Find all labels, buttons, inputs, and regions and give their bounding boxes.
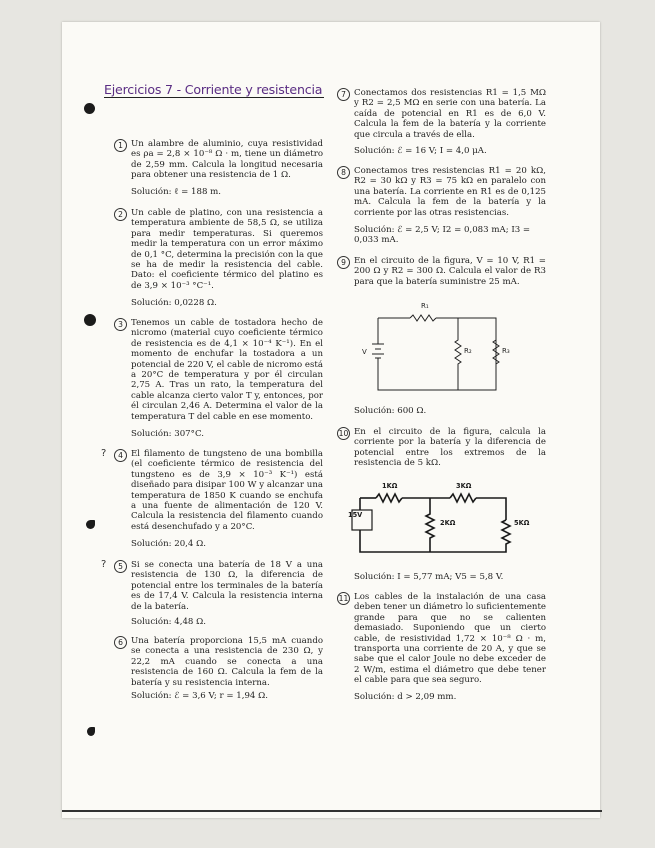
battery-v	[372, 344, 384, 358]
exercise-text: En el circuito de la figura, calcula la corriente por la batería y la diferencia de potencial entre los extremos de la resistencia de 5 kΩ.	[354, 427, 546, 469]
exercise-10	[338, 427, 546, 469]
resistor-2k	[426, 498, 434, 552]
punch-hole-3	[86, 520, 95, 529]
label-2k: 2KΩ	[440, 519, 456, 527]
scan-edge-line	[62, 810, 602, 812]
page-title: Ejercicios 7 - Corriente y resistencia	[104, 82, 323, 97]
exercise-11	[338, 592, 546, 686]
exercise-3	[118, 318, 323, 422]
margin-mark-4: ?	[101, 448, 107, 459]
exercise-8	[341, 166, 546, 218]
exercise-text: Un cable de platino, con una resistencia a temperatura ambiente de 58,5 Ω, se utiliza para medir temperaturas. Si queremos medir la temperatura con un error máximo de 0,1 °C, determina la precisión con la que se ha de medir la resistencia del cable. Dato: el coeficiente térmico del platino es de 3,9 × 10⁻³ °C⁻¹.	[131, 208, 323, 291]
resistor-r2	[455, 318, 461, 390]
exercise-6	[118, 636, 323, 688]
resistor-r3	[493, 340, 499, 364]
label-r2: R₂	[464, 347, 472, 355]
exercise-4	[118, 449, 323, 532]
circuit-figure-9	[360, 296, 530, 398]
solution-7: Solución: ℰ = 16 V; I = 4,0 μA.	[354, 146, 487, 156]
exercise-text: Los cables de la instalación de una casa deben tener un diámetro lo suficientemente grande para que no se calienten demasiado. Suponiendo que un cierto cable, de resistividad 1,72 × 10⁻⁸ Ω · m, transporta una corriente de 20 A, y que se sabe que el calor Joule no debe exceder de 2 W/m, estima el diámetro que debe tener el cable para que sea seguro.	[354, 592, 546, 686]
exercise-number: 2	[114, 208, 127, 221]
solution-8: Solución: ℰ = 2,5 V; I2 = 0,083 mA; I3 = 0,033 mA.	[354, 225, 531, 246]
exercise-text: En el circuito de la figura, V = 10 V, R1 = 200 Ω y R2 = 300 Ω. Calcula el valor de R3 para que la batería suministre 25 mA.	[354, 256, 546, 287]
exercise-text: Un alambre de aluminio, cuya resistividad es ρa = 2,8 × 10⁻⁸ Ω · m, tiene un diámetro de 2,59 mm. Calcula la longitud necesaria para obtener una resistencia de 1 Ω.	[131, 139, 323, 181]
label-r3: R₃	[502, 347, 510, 355]
exercise-text: Conectamos dos resistencias R1 = 1,5 MΩ y R2 = 2,5 MΩ en serie con una batería. La caída de potencial en R1 es de 6,0 V. Calcula la fem de la batería y la corriente que circula a través de ella.	[354, 88, 546, 140]
solution-2: Solución: 0,0228 Ω.	[131, 298, 217, 308]
wire	[476, 498, 506, 520]
label-r1: R₁	[421, 302, 429, 310]
circuit-figure-10	[346, 476, 532, 564]
label-1k: 1KΩ	[382, 482, 398, 490]
solution-10: Solución: I = 5,77 mA; V5 = 5,8 V.	[354, 572, 504, 582]
exercise-text: El filamento de tungsteno de una bombilla (el coeficiente térmico de resistencia del tungsteno es de 3,9 × 10⁻³ K⁻¹) está diseñado para disipar 100 W y alcanzar una temperatura de 1850 K cuando se enchufa a una fuente de alimentación de 120 V. Calcula la resistencia del filamento cuando está desenchufado y a 20°C.	[131, 449, 323, 532]
exercise-number: 6	[114, 636, 127, 649]
exercise-9	[341, 256, 546, 287]
punch-hole-1	[84, 103, 95, 114]
exercise-number: 3	[114, 318, 127, 331]
exercise-number: 7	[337, 88, 350, 101]
solution-3: Solución: 307°C.	[131, 429, 204, 439]
exercise-number: 8	[337, 166, 350, 179]
solution-4: Solución: 20,4 Ω.	[131, 539, 206, 549]
wire	[378, 318, 496, 390]
resistor-1k	[376, 494, 402, 502]
exercise-number: 5	[114, 560, 127, 573]
exercise-text: Tenemos un cable de tostadora hecho de nicromo (material cuyo coeficiente térmico de resistencia es de 4,1 × 10⁻⁴ K⁻¹). En el momento de enchufar la tostadora a un potencial de 220 V, el cable de nicromo está a 20°C de temperatura y por él circulan 2,75 A. Tras un rato, la temperatura del cable alcanza cierto valor T y, entonces, por él circulan 2,46 A. Determina el valor de la temperatura T del cable en ese momento.	[131, 318, 323, 422]
exercise-number: 1	[114, 139, 127, 152]
exercise-number: 9	[337, 256, 350, 269]
solution-9: Solución: 600 Ω.	[354, 406, 427, 416]
exercise-1	[118, 139, 323, 181]
exercise-text: Conectamos tres resistencias R1 = 20 kΩ, R2 = 30 kΩ y R3 = 75 kΩ en paralelo con una batería. La corriente en R1 es de 0,125 mA. Calcula la fem de la batería y la corriente por las otras resistencias.	[354, 166, 546, 218]
margin-mark-5: ?	[101, 559, 107, 570]
title-underline	[104, 97, 324, 98]
solution-1: Solución: ℓ = 188 m.	[131, 187, 222, 197]
resistor-r1	[410, 315, 436, 321]
label-battery: 15V	[348, 511, 363, 519]
exercise-text: Si se conecta una batería de 18 V a una resistencia de 130 Ω, la diferencia de potencial entre los terminales de la batería es de 17,4 V. Calcula la resistencia interna de la batería.	[131, 560, 323, 612]
exercise-number: 11	[338, 594, 349, 603]
solution-5: Solución: 4,48 Ω.	[131, 617, 206, 627]
punch-hole-4	[87, 727, 95, 736]
exercise-text: Una batería proporciona 15,5 mA cuando se conecta a una resistencia de 230 Ω, y 22,2 mA cuando se conecta a una resistencia de 160 Ω. Calcula la fem de la batería y su resistencia interna.	[131, 636, 323, 688]
exercise-number: 4	[114, 449, 127, 462]
resistor-3k	[450, 494, 476, 502]
punch-hole-2	[84, 314, 96, 326]
exercise-7	[341, 88, 546, 140]
solution-6: Solución: ℰ = 3,6 V; r = 1,94 Ω.	[131, 691, 268, 701]
label-v: V	[362, 348, 367, 356]
label-5k: 5KΩ	[514, 519, 530, 527]
label-3k: 3KΩ	[456, 482, 472, 490]
exercise-5	[118, 560, 323, 612]
exercise-number: 10	[338, 429, 349, 438]
solution-11: Solución: d > 2,09 mm.	[354, 692, 457, 702]
exercise-2	[118, 208, 323, 291]
